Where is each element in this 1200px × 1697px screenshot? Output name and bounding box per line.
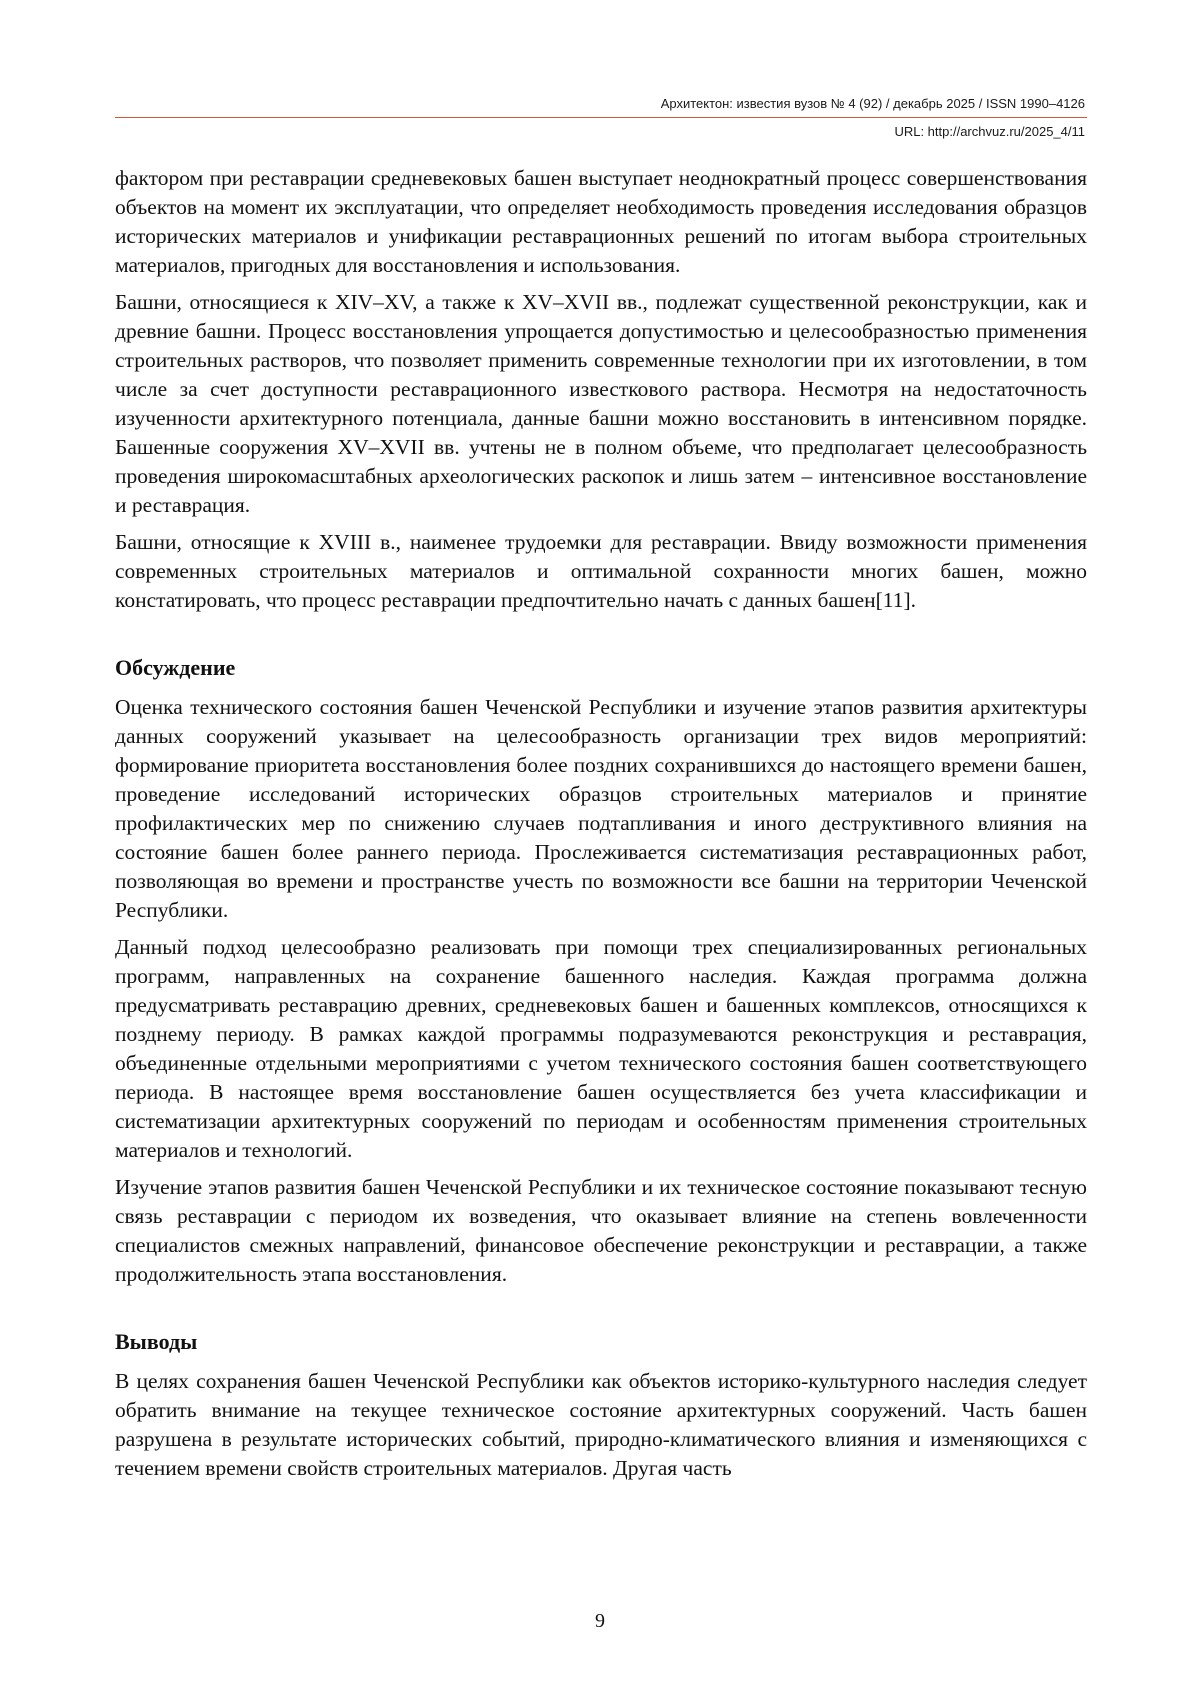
body-paragraph: Башни, относящие к XVIII в., наименее трудоемки для реставрации. Ввиду возможности применения современных строительных материалов и оптимальной сохранности многих башен, можно констатировать, что процесс реставрации предпочтительно начать с данных башен[11]. <box>115 530 1087 612</box>
body-paragraph: фактором при реставрации средневековых башен выступает неоднократный процесс совершенствования объектов на момент их эксплуатации, что определяет необходимость проведения исследования образцов исторических материалов и унификации реставрационных решений по итогам выбора строительных материалов, пригодных для восстановления и использования. <box>115 166 1087 277</box>
body-paragraph: Оценка технического состояния башен Чеченской Республики и изучение этапов развития архитектуры данных сооружений указывает на целесообразность организации трех видов мероприятий: формирование приоритета восстановления более поздних сохранившихся до настоящего времени башен, проведение исследований исторических образцов строительных материалов и принятие профилактических мер по снижению случаев подтапливания и иного деструктивного влияния на состояние башен более раннего периода. Прослеживается систематизация реставрационных работ, позволяющая во времени и пространстве учесть по возможности все башни на территории Чеченской Республики. <box>115 695 1087 922</box>
header-rule <box>115 117 1087 118</box>
body-paragraph: Изучение этапов развития башен Чеченской Республики и их техническое состояние показывают тесную связь реставрации с периодом их возведения, что оказывает влияние на степень вовлеченности специалистов смежных направлений, финансовое обеспечение реконструкции и реставрации, а также продолжительность этапа восстановления. <box>115 1175 1087 1286</box>
page-number: 9 <box>595 1610 605 1632</box>
article-body <box>115 164 1087 1491</box>
journal-citation: Архитектон: известия вузов № 4 (92) / декабрь 2025 / ISSN 1990–4126 <box>660 96 1085 111</box>
running-header <box>115 96 1087 140</box>
article-url[interactable]: URL: http://archvuz.ru/2025_4/11 <box>894 124 1085 139</box>
body-paragraph: Данный подход целесообразно реализовать при помощи трех специализированных региональных программ, направленных на сохранение башенного наследия. Каждая программа должна предусматривать реставрацию древних, средневековых башен и башенных комплексов, относящихся к позднему периоду. В рамках каждой программы подразумеваются реконструкция и реставрация, объединенные отдельными мероприятиями с учетом технического состояния башен соответствующего периода. В настоящее время восстановление башен осуществляется без учета классификации и систематизации архитектурных сооружений по периодам и особенностям применения строительных материалов и технологий. <box>115 935 1087 1162</box>
body-paragraph: Башни, относящиеся к XIV–XV, а также к XV–XVII вв., подлежат существенной реконструкции, как и древние башни. Процесс восстановления упрощается допустимостью и целесообразностью применения строительных растворов, что позволяет применить современные технологии при их изготовлении, в том числе за счет доступности реставрационного известкового раствора. Несмотря на недостаточность изученности архитектурного потенциала, данные башни можно восстановить в интенсивном порядке. Башенные сооружения XV–XVII вв. учтены не в полном объеме, что предполагает целесообразность проведения широкомасштабных археологических раскопок и лишь затем – интенсивное восстановление и реставрация. <box>115 290 1087 517</box>
body-paragraph: В целях сохранения башен Чеченской Республики как объектов историко-культурного наследия следует обратить внимание на текущее техническое состояние архитектурных сооружений. Часть башен разрушена в результате исторических событий, природно-климатического влияния и изменяющихся с течением времени свойств строительных материалов. Другая часть <box>115 1369 1087 1480</box>
section-heading-discussion: Обсуждение <box>115 655 236 680</box>
section-heading-conclusions: Выводы <box>115 1329 198 1354</box>
